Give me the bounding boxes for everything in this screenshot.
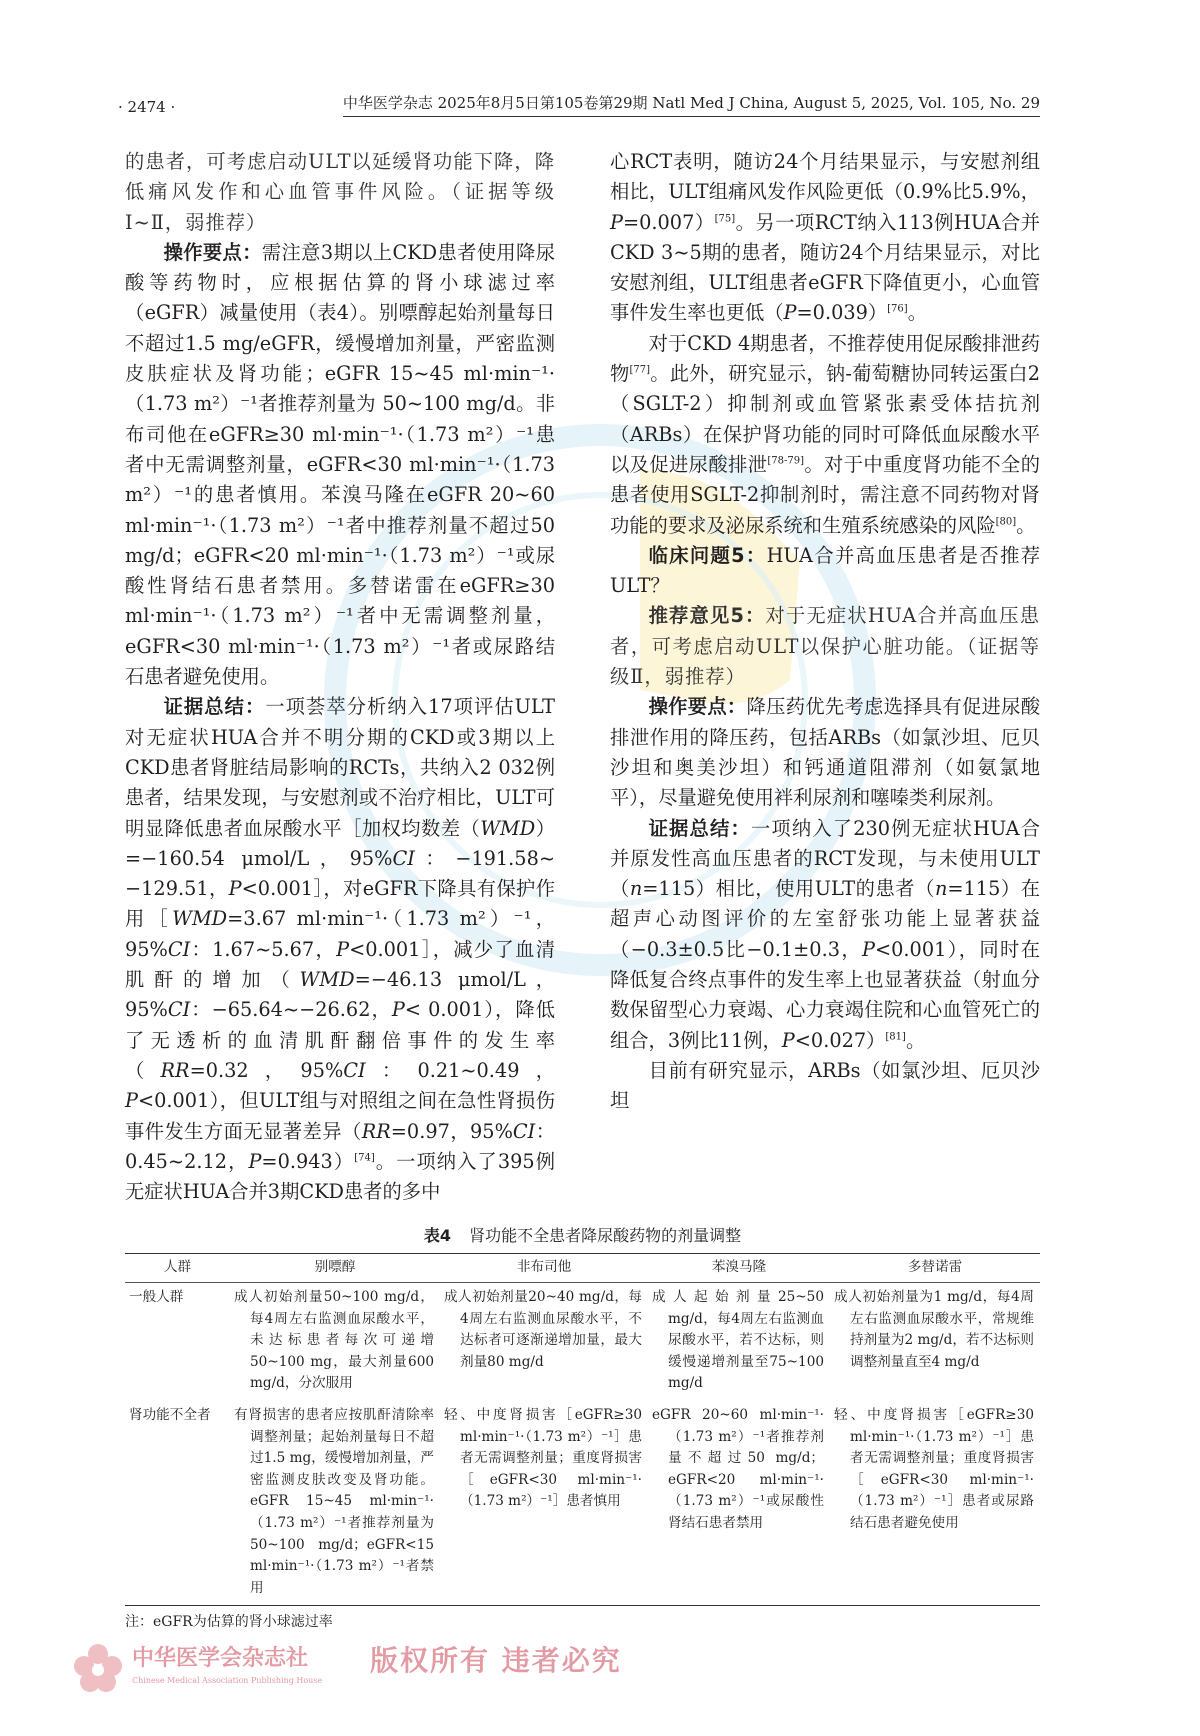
column-header: 别嘌醇 — [314, 1259, 356, 1276]
body-text: 。 — [905, 1028, 926, 1052]
italic-term: P — [336, 937, 350, 961]
body-text: ：−65.64~−26.62， — [190, 998, 392, 1022]
italic-term: P — [125, 1089, 138, 1113]
body-text: 心RCT表明，随访24个月结果显示，与安慰剂组相比，ULT组痛风发作风险更低（0.9%比5.9%， — [610, 150, 1040, 204]
body-text: 一项荟萃分析纳入17项评估ULT对无症状HUA合并不明分期的CKD或3期以上CKD患者肾脏结局影响的RCTs，共纳入2 032例患者，结果发现，与安慰剂或不治疗相比，ULT可明显降低患者血尿酸水平［加权均数差（ — [125, 695, 556, 840]
body-text: ：0.45~2.12， — [125, 1119, 556, 1173]
italic-term: P — [248, 1149, 262, 1173]
section-label: 操作要点： — [163, 240, 262, 264]
table-cell: 成人起始剂量25~50 mg/d，每4周左右监测血尿酸水平，若不达标，则缓慢递增剂量至75~100 mg/d — [652, 1288, 824, 1392]
body-text: =0.943） — [261, 1149, 355, 1173]
italic-term: RR — [361, 1119, 391, 1143]
right-column — [610, 147, 1040, 1207]
italic-term: P — [228, 877, 242, 901]
column-header: 苯溴马隆 — [711, 1259, 767, 1276]
citation-ref: [76] — [887, 304, 908, 316]
section-label: 临床问题5： — [648, 543, 767, 567]
journal-header: 中华医学杂志 2025年8月5日第105卷第29期 Natl Med J China, August 5, 2025, Vol. 105, No. 29 — [343, 93, 1040, 117]
table-cell: eGFR 20~60 ml·min⁻¹·（1.73 m²）⁻¹者推荐剂量不超过50 mg/d；eGFR<20 ml·min⁻¹·（1.73 m²）⁻¹或尿酸性肾结石患者禁用 — [652, 1406, 824, 1531]
body-text: =0.007） — [622, 210, 715, 234]
table-row — [125, 1282, 1040, 1400]
table-caption — [118, 1225, 1040, 1247]
section-label: 证据总结： — [648, 816, 751, 840]
table-cell: 轻、中度肾损害［eGFR≥30 ml·min⁻¹·（1.73 m²）⁻¹］患者无需调整剂量；重度肾损害［eGFR<30 ml·min⁻¹·（1.73 m²）⁻¹］患者或尿路结石患者避免使用 — [834, 1406, 1034, 1531]
dose-adjustment-table — [125, 1253, 1040, 1606]
body-text: <0.001），但ULT组与对照组之间在急性肾损伤事件发生方面无显著差异（ — [125, 1089, 555, 1143]
page-number: · 2474 · — [118, 98, 176, 116]
body-text: 。此外，研究显示，钠-葡萄糖协同转运蛋白2（SGLT-2）抑制剂或血管紧张素受体拮抗剂（ARBs）在保护肾功能的同时可降低血尿酸水平以及促进尿酸排泄 — [610, 362, 1041, 476]
body-text: ：−191.58~ −129.51， — [125, 846, 555, 901]
body-text: =3.67 ml·min⁻¹·（1.73 m²）⁻¹，95% — [125, 907, 555, 961]
body-text: 。 — [907, 301, 927, 325]
column-header: 多替诺雷 — [907, 1259, 963, 1276]
italic-term: P — [391, 998, 405, 1022]
italic-term: RR — [160, 1058, 190, 1082]
italic-term: n — [629, 877, 643, 901]
citation-ref: [78-79] — [767, 455, 804, 467]
citation-ref: [80] — [995, 516, 1017, 528]
table-cell: 成人初始剂量20~40 mg/d，每4周左右监测血尿酸水平，不达标者可逐渐递增加量，最大剂量80 mg/d — [444, 1288, 642, 1370]
italic-term: CI — [167, 937, 191, 961]
publisher-name-en: Chinese Medical Association Publishing House — [132, 1676, 323, 1686]
body-text: =0.039） — [796, 301, 888, 325]
body-text: =0.97，95% — [390, 1119, 513, 1143]
body-text: <0.027） — [794, 1028, 886, 1052]
body-text: 对于无症状HUA合并高血压患者，可考虑启动ULT以保护心脏功能。（证据等级Ⅱ，弱推荐） — [610, 604, 1040, 689]
table-number: 表4 — [423, 1226, 452, 1246]
body-text: 。另一项RCT纳入113例HUA合并CKD 3~5期的患者，随访24个月结果显示，对比安慰剂组，ULT组患者eGFR下降值更小，心血管事件发生率也更低（ — [610, 210, 1041, 325]
section-label: 操作要点： — [648, 695, 747, 719]
body-text: 。一项纳入了395例无症状HUA合并3期CKD患者的多中 — [125, 1149, 555, 1204]
body-columns — [118, 147, 1040, 1207]
body-text: <0.001］，减少了血清肌酐的增加（ — [125, 937, 555, 992]
population-cell: 肾功能不全者 — [129, 1406, 211, 1423]
body-text: HUA合并高血压患者是否推荐ULT？ — [610, 543, 1040, 598]
body-text: 。对于中重度肾功能不全的患者使用SGLT-2抑制剂时，需注意不同药物对肾功能的要求及泌尿系统和生殖系统感染的风险 — [610, 452, 1040, 537]
body-text: =115）相比，使用ULT的患者（ — [642, 877, 935, 901]
section-label: 推荐意见5： — [648, 604, 766, 628]
column-header: 人群 — [163, 1259, 192, 1276]
paragraph — [610, 601, 1040, 692]
population-cell: 一般人群 — [129, 1288, 184, 1305]
paragraph — [610, 692, 1040, 813]
table-row — [125, 1401, 1040, 1606]
paragraph — [610, 814, 1040, 1056]
italic-term: P — [862, 937, 875, 961]
table-note: 注：eGFR为估算的肾小球滤过率 — [125, 1614, 333, 1631]
body-text: =115）在超声心动图评价的左室舒张功能上显著获益（−0.3±0.5比−0.1±0.3， — [610, 877, 1040, 961]
paragraph — [610, 329, 1040, 541]
publisher-watermark — [70, 1640, 1040, 1696]
body-text: 需注意3期以上CKD患者使用降尿酸等药物时，应根据估算的肾小球滤过率（eGFR）减量使用（表4）。别嘌醇起始剂量每日不超过1.5 mg/eGFR，缓慢增加剂量，严密监测皮肤症状及肾功能；eGFR 15~45 ml·min⁻¹·（1.73 m²）⁻¹者推荐剂量为 50~100 mg/d。非布司他在eGFR≥30 ml·min⁻¹·（1.73 m²）⁻¹患者中无需调整剂量，eGFR<30 ml·min⁻¹·（1.73 m²）⁻¹的患者慎用。苯溴马隆在eGFR 20~60 ml·min⁻¹·（1.73 m²）⁻¹者中推荐剂量不超过50 mg/d；eGFR<20 ml·min⁻¹·（1.73 m²）⁻¹或尿酸性肾结石患者禁用。多替诺雷在eGFR≥30 ml·min⁻¹·（1.73 m²）⁻¹者中无需调整剂量，eGFR<30 ml·min⁻¹·（1.73 m²）⁻¹者或尿路结石患者避免使用。 — [125, 240, 555, 689]
left-column — [125, 147, 555, 1207]
body-text: =−46.13 μmol/L，95% — [125, 968, 556, 1022]
publisher-name: 中华医学会杂志社 — [132, 1645, 309, 1672]
citation-ref: [74] — [354, 1152, 375, 1164]
body-text: 对于CKD 4期患者，不推荐使用促尿酸排泄药物 — [610, 331, 1040, 386]
italic-term: CI — [167, 998, 191, 1022]
body-text: ：1.67~5.67， — [190, 937, 337, 961]
citation-ref: [81] — [885, 1031, 906, 1043]
italic-term: WMD — [299, 968, 355, 992]
italic-term: CI — [343, 1058, 366, 1082]
body-text: <0.001），同时在降低复合终点事件的发生率上也显著获益（射血分数保留型心力衰竭、心力衰竭住院和心血管死亡的组合，3例比11例， — [610, 937, 1040, 1052]
table-cell: 成人初始剂量50~100 mg/d，每4周左右监测血尿酸水平，未达标患者每次可递增50~100 mg，最大剂量600 mg/d，分次服用 — [234, 1288, 434, 1392]
body-text: =0.32，95% — [189, 1058, 344, 1082]
italic-term: P — [783, 301, 797, 325]
publisher-flower-icon — [70, 1640, 126, 1696]
running-header — [118, 93, 1040, 117]
column-header: 非布司他 — [516, 1259, 572, 1276]
citation-ref: [77] — [629, 364, 651, 376]
table-title: 肾功能不全患者降尿酸药物的剂量调整 — [469, 1226, 742, 1246]
citation-ref: [75] — [714, 213, 736, 225]
body-text: 的患者，可考虑启动ULT以延缓肾功能下降，降低痛风发作和心血管事件风险。（证据等级Ⅰ~Ⅱ，弱推荐） — [125, 150, 555, 234]
body-text: 。 — [1016, 513, 1036, 537]
body-text: 目前有研究显示，ARBs（如氯沙坦、厄贝沙坦 — [610, 1058, 1040, 1113]
table-cell: 有肾损害的患者应按肌酐清除率调整剂量；起始剂量每日不超过1.5 mg，缓慢增加剂量，严密监测皮肤改变及肾功能。eGFR 15~45 ml·min⁻¹·（1.73 m²）⁻¹者推荐剂量为50~100 mg/d；eGFR<15 ml·min⁻¹·（1.73 m²）⁻¹者禁用 — [234, 1406, 434, 1596]
body-text: <0.001］，对eGFR下降具有保护作用［ — [125, 877, 555, 931]
body-text: ）=−160.54 μmol/L，95% — [125, 816, 556, 870]
table-header-row — [125, 1254, 1040, 1283]
body-text: ：0.21~0.49， — [365, 1058, 555, 1082]
paragraph — [610, 541, 1040, 602]
body-text: < 0.001），降低了无透析的血清肌酐翻倍事件的发生率（ — [125, 998, 555, 1082]
paragraph — [125, 692, 555, 1207]
italic-term: CI — [512, 1119, 536, 1143]
paragraph — [125, 147, 555, 238]
paragraph — [610, 1056, 1040, 1117]
table-cell: 成人初始剂量为1 mg/d，每4周左右监测血尿酸水平，常规维持剂量为2 mg/d，若不达标则调整剂量直至4 mg/d — [834, 1288, 1034, 1370]
paragraph — [610, 147, 1040, 329]
italic-term: CI — [392, 846, 415, 870]
italic-term: WMD — [480, 816, 536, 840]
body-text: 一项纳入了230例无症状HUA合并原发性高血压患者的RCT发现，与未使用ULT（ — [610, 816, 1040, 901]
body-text: 降压药优先考虑选择具有促进尿酸排泄作用的降压药，包括ARBs（如氯沙坦、厄贝沙坦和奥美沙坦）和钙通道阻滞剂（如氨氯地平），尽量避免使用袢利尿剂和噻嗪类利尿剂。 — [610, 695, 1041, 810]
section-label: 证据总结： — [163, 695, 266, 719]
copyright-notice: 版权所有 违者必究 — [370, 1644, 622, 1678]
italic-term: WMD — [172, 907, 228, 931]
italic-term: P — [610, 210, 623, 234]
paragraph — [125, 238, 555, 692]
italic-term: P — [781, 1028, 795, 1052]
italic-term: n — [934, 877, 948, 901]
table-cell: 轻、中度肾损害［eGFR≥30 ml·min⁻¹·（1.73 m²）⁻¹］患者无需调整剂量；重度肾损害［eGFR<30 ml·min⁻¹·（1.73 m²）⁻¹］患者慎用 — [444, 1406, 642, 1510]
